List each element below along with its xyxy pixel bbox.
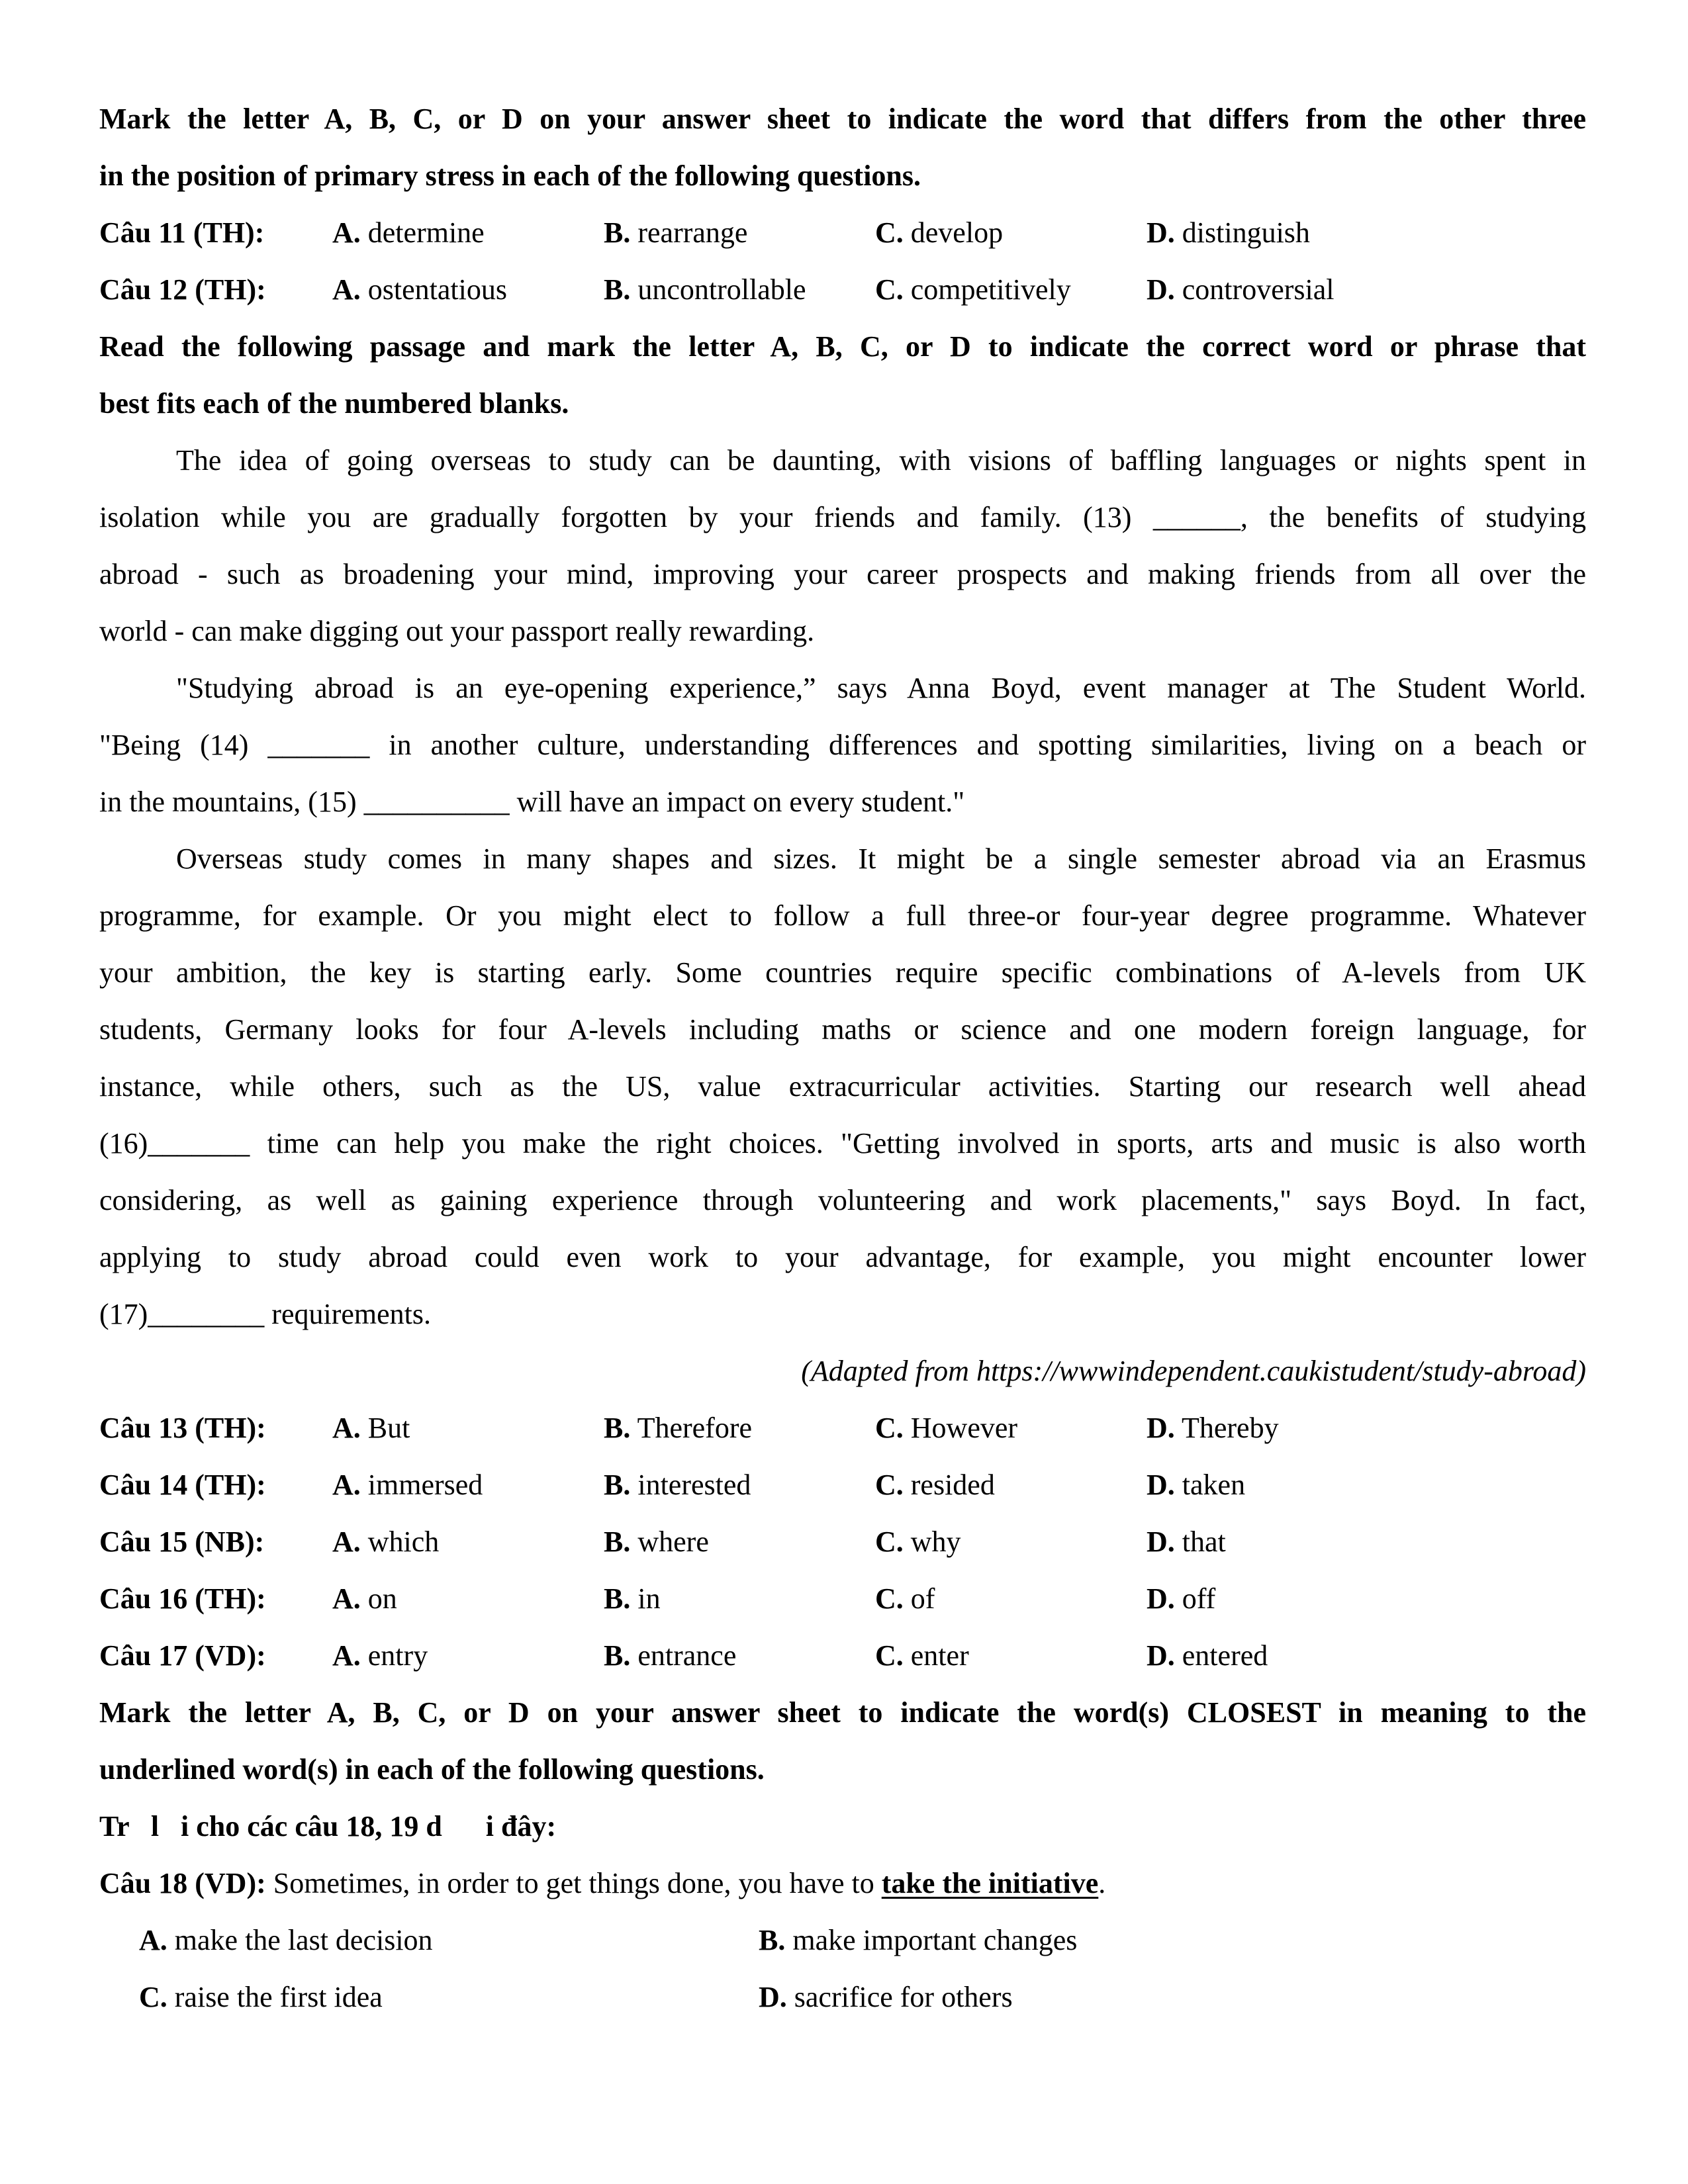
question-label: Câu 17 (VD): <box>99 1639 266 1672</box>
option-c[interactable]: C. raise the first idea <box>139 1981 383 2013</box>
option-c[interactable]: C. resided <box>875 1469 995 1501</box>
question-label: Câu 16 (TH): <box>99 1582 266 1615</box>
option-b[interactable]: B. uncontrollable <box>604 273 806 306</box>
passage-line: your ambition, the key is starting early. Some countries require specific combinations of A-levels from UK <box>99 956 1586 989</box>
question-label: Câu 15 (NB): <box>99 1525 265 1558</box>
option-c[interactable]: C. why <box>875 1525 961 1558</box>
passage-line: applying to study abroad could even work to your advantage, for example, you might encounter lower <box>99 1241 1586 1273</box>
option-b[interactable]: B. Therefore <box>604 1412 752 1444</box>
section3-instruction-line1: Mark the letter A, B, C, or D on your answer sheet to indicate the word(s) CLOSEST in meaning to the <box>99 1696 1586 1729</box>
option-c[interactable]: C. develop <box>875 216 1004 249</box>
passage-line: "Studying abroad is an eye-opening experience,” says Anna Boyd, event manager at The Student World. <box>176 672 1586 704</box>
option-d[interactable]: D. off <box>1147 1582 1216 1615</box>
option-b[interactable]: B. interested <box>604 1469 751 1501</box>
option-b[interactable]: B. make important changes <box>759 1924 1078 1956</box>
option-b[interactable]: B. entrance <box>604 1639 737 1672</box>
passage-line: "Being (14) _______ in another culture, understanding differences and spotting similarities, living on a beach or <box>99 729 1586 761</box>
passage-line: (17)________ requirements. <box>99 1298 431 1330</box>
question-18-stem <box>99 1864 1586 1903</box>
option-c[interactable]: C. competitively <box>875 273 1071 306</box>
section2-instruction-line1: Read the following passage and mark the letter A, B, C, or D to indicate the correct word or phrase that <box>99 330 1586 363</box>
passage-line: students, Germany looks for four A-levels including maths or science and one modern foreign language, for <box>99 1013 1586 1046</box>
section2-instruction-line2: best fits each of the numbered blanks. <box>99 387 569 420</box>
option-d[interactable]: D. distinguish <box>1147 216 1310 249</box>
passage-line: considering, as well as gaining experience through volunteering and work placements," says Boyd. In fact, <box>99 1184 1586 1216</box>
option-c[interactable]: C. However <box>875 1412 1018 1444</box>
question-17 <box>99 1636 1586 1676</box>
passage-line: isolation while you are gradually forgotten by your friends and family. (13) ______, the benefits of studying <box>99 501 1586 533</box>
section3-instruction-line2: underlined word(s) in each of the following questions. <box>99 1753 765 1786</box>
question-15 <box>99 1522 1586 1562</box>
question-11 <box>99 213 1586 253</box>
question-label: Câu 11 (TH): <box>99 216 265 249</box>
section3-sub-heading: Tr l i cho các câu 18, 19 d i đây: <box>99 1810 557 1843</box>
option-b[interactable]: B. rearrange <box>604 216 748 249</box>
passage-line: instance, while others, such as the US, value extracurricular activities. Starting our research well ahead <box>99 1070 1586 1103</box>
option-a[interactable]: A. which <box>332 1525 440 1558</box>
question-label: Câu 14 (TH): <box>99 1469 266 1501</box>
option-a[interactable]: A. on <box>332 1582 397 1615</box>
option-c[interactable]: C. of <box>875 1582 935 1615</box>
question-13 <box>99 1408 1586 1448</box>
option-d[interactable]: D. controversial <box>1147 273 1335 306</box>
option-d[interactable]: D. taken <box>1147 1469 1246 1501</box>
passage-line: in the mountains, (15) __________ will have an impact on every student." <box>99 786 965 818</box>
passage-line: Overseas study comes in many shapes and sizes. It might be a single semester abroad via an Erasmus <box>176 842 1586 875</box>
passage-line: The idea of going overseas to study can be daunting, with visions of baffling languages or nights spent in <box>176 444 1586 477</box>
option-d[interactable]: D. entered <box>1147 1639 1268 1672</box>
passage-line: abroad - such as broadening your mind, improving your career prospects and making friends from all over the <box>99 558 1586 590</box>
passage-source: (Adapted from https://wwwindependent.caukistudent/study-abroad) <box>801 1355 1586 1387</box>
option-b[interactable]: B. where <box>604 1525 709 1558</box>
option-a[interactable]: A. But <box>332 1412 410 1444</box>
option-a[interactable]: A. ostentatious <box>332 273 507 306</box>
question-14 <box>99 1465 1586 1505</box>
option-a[interactable]: A. entry <box>332 1639 428 1672</box>
underlined-phrase: take the initiative <box>881 1867 1099 1899</box>
option-d[interactable]: D. that <box>1147 1525 1226 1558</box>
question-12 <box>99 270 1586 310</box>
section1-instruction-line2: in the position of primary stress in each of the following questions. <box>99 159 921 192</box>
passage-line: world - can make digging out your passport really rewarding. <box>99 615 815 647</box>
question-label: Câu 18 (VD): <box>99 1867 266 1899</box>
stem-end: . <box>1098 1867 1106 1899</box>
option-a[interactable]: A. make the last decision <box>139 1924 433 1956</box>
question-label: Câu 13 (TH): <box>99 1412 266 1444</box>
option-b[interactable]: B. in <box>604 1582 661 1615</box>
question-16 <box>99 1579 1586 1619</box>
option-d[interactable]: D. sacrifice for others <box>759 1981 1013 2013</box>
option-c[interactable]: C. enter <box>875 1639 969 1672</box>
passage-line: (16)_______ time can help you make the right choices. "Getting involved in sports, arts and music is also worth <box>99 1127 1586 1160</box>
question-label: Câu 12 (TH): <box>99 273 266 306</box>
option-a[interactable]: A. immersed <box>332 1469 483 1501</box>
question-stem: Sometimes, in order to get things done, you have to <box>273 1867 874 1899</box>
passage-line: programme, for example. Or you might elect to follow a full three-or four-year degree programme. Whatever <box>99 899 1586 932</box>
option-d[interactable]: D. Thereby <box>1147 1412 1279 1444</box>
option-a[interactable]: A. determine <box>332 216 485 249</box>
section1-instruction-line1: Mark the letter A, B, C, or D on your answer sheet to indicate the word that differs from the other three <box>99 103 1586 135</box>
